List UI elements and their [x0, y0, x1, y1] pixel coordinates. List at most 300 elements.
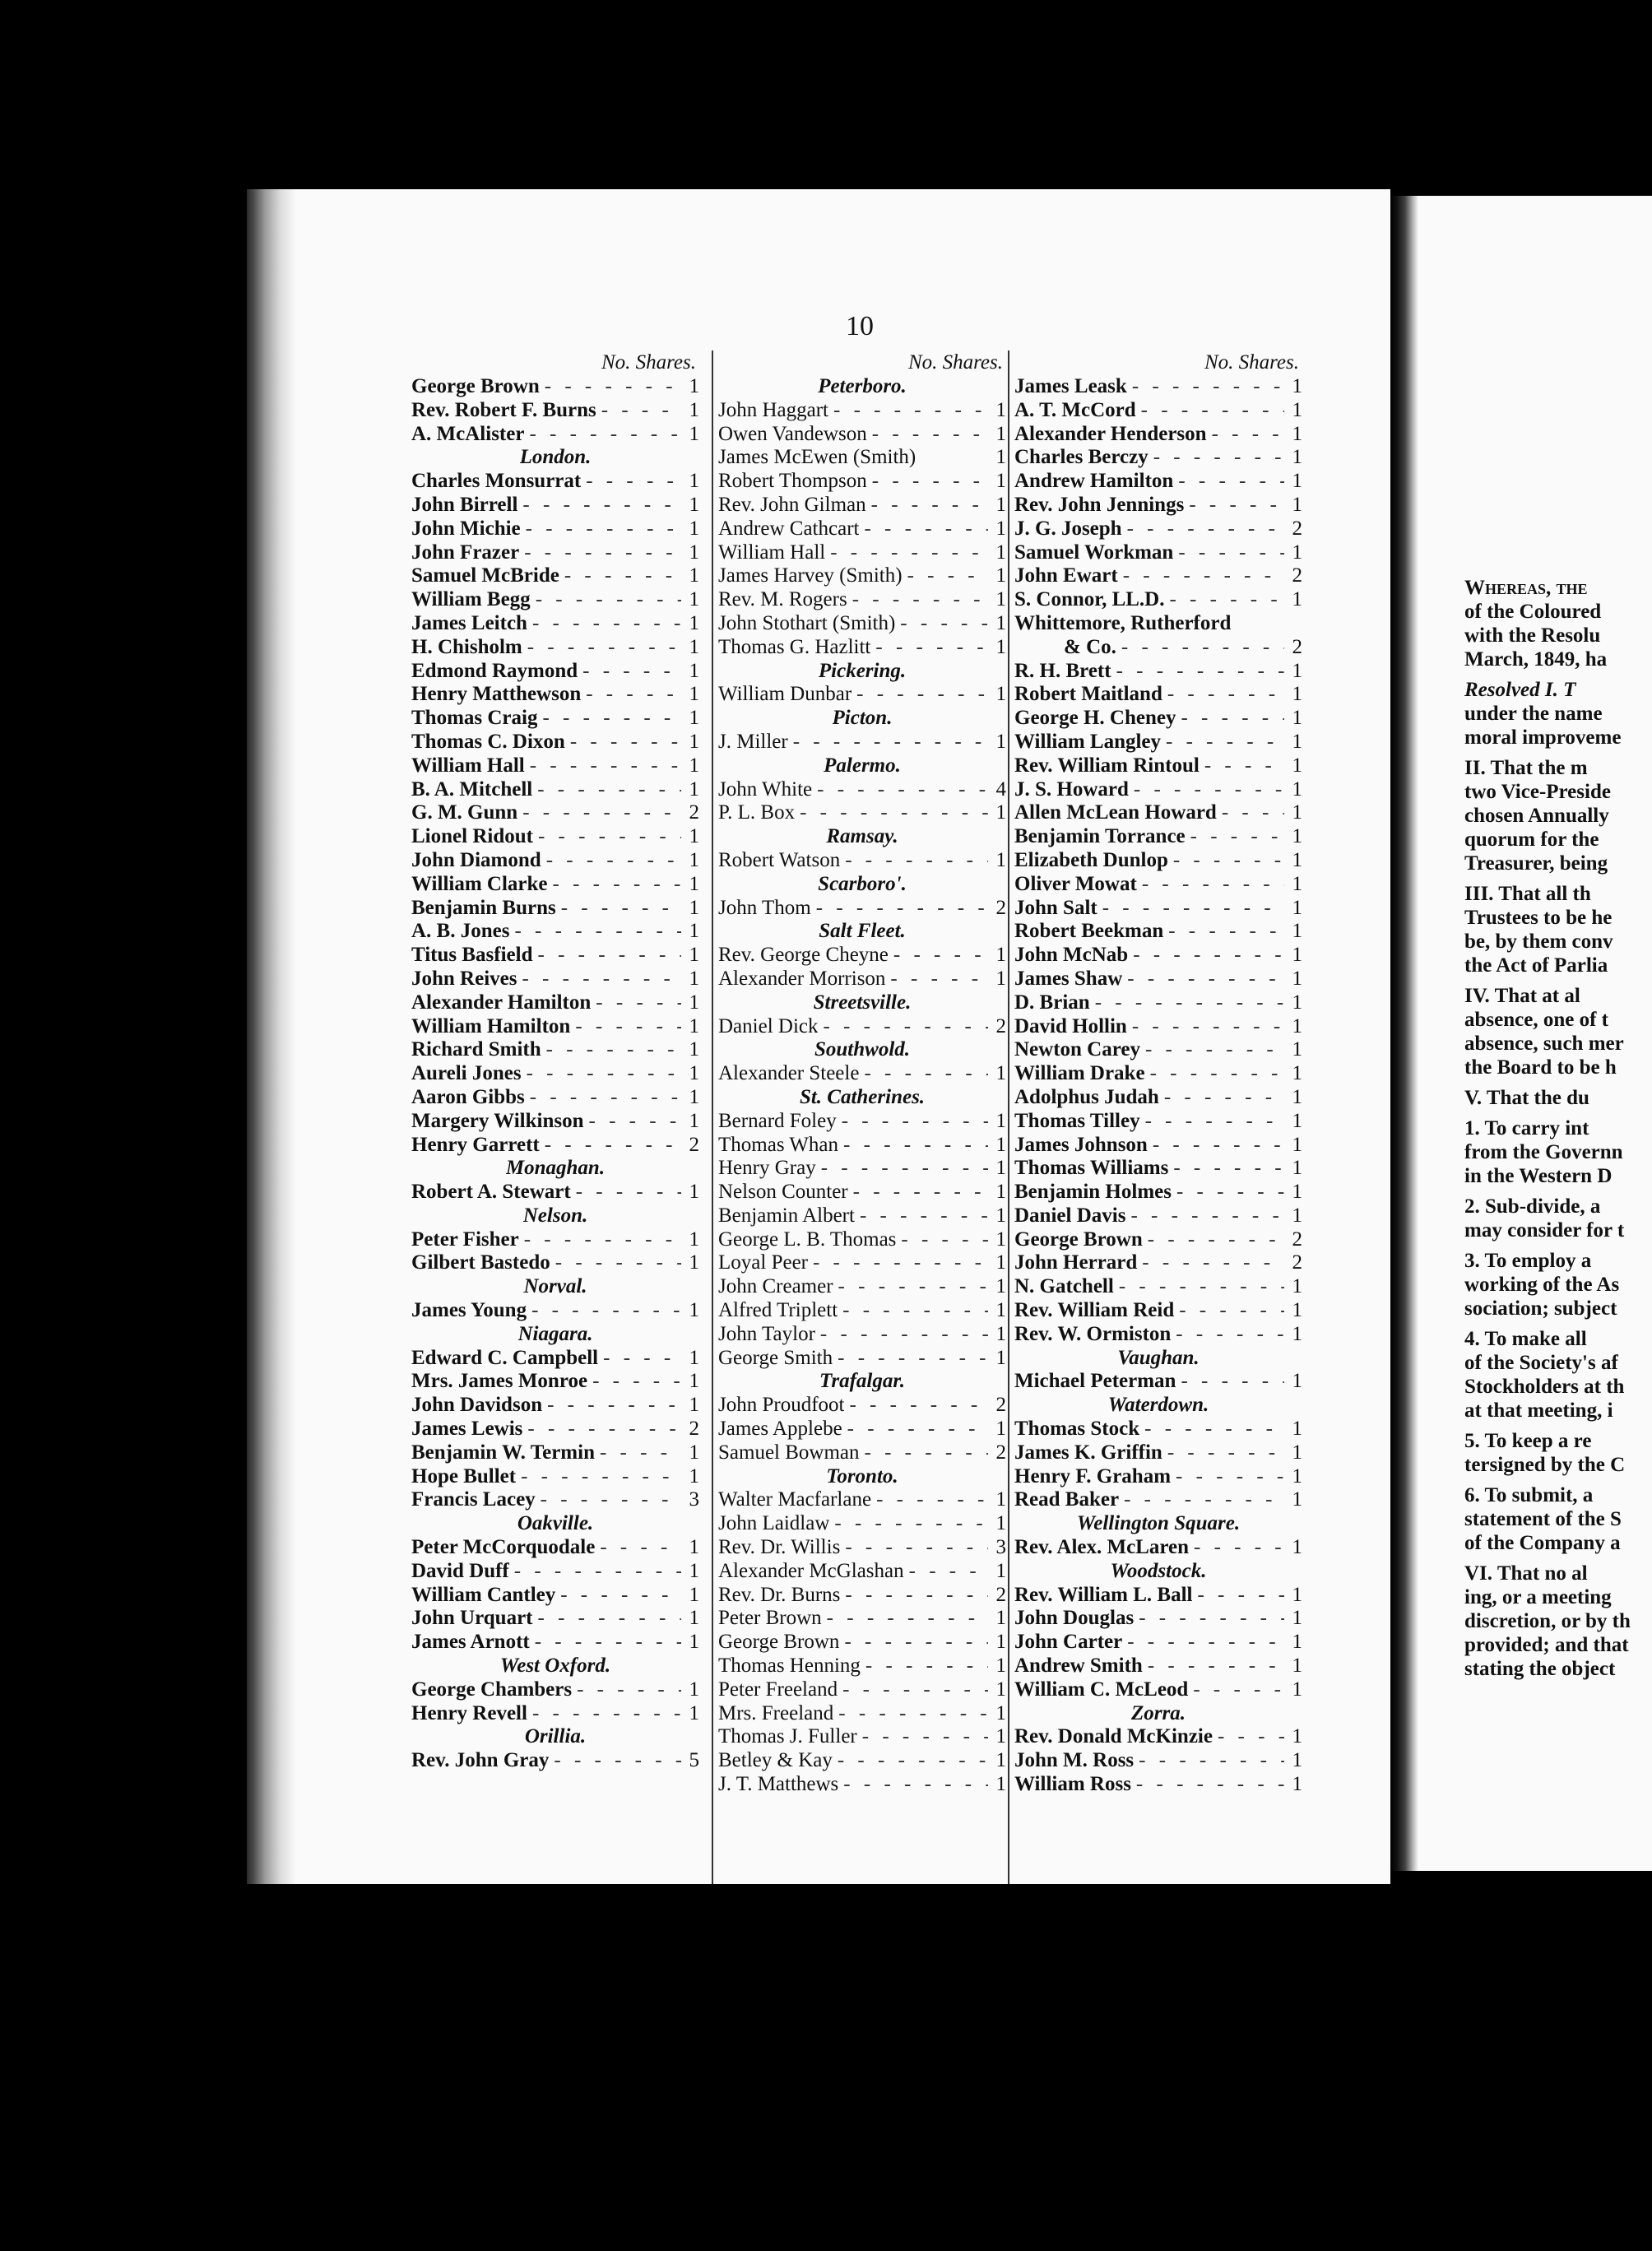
leader-dashes: [1192, 1584, 1284, 1608]
shareholder-row: [718, 778, 1006, 802]
shareholder-row: [411, 1228, 699, 1252]
shareholder-row: [718, 801, 1006, 825]
shareholder-name: John Davidson: [411, 1394, 543, 1417]
facing-text-line: [1464, 1531, 1652, 1555]
shareholder-name: Allen McLean Howard: [1014, 801, 1217, 824]
shareholder-name: Rev. George Cheyne: [718, 944, 889, 967]
leader-dashes: [591, 991, 681, 1015]
shareholder-name: Thomas Stock: [1014, 1418, 1140, 1441]
share-count: 1: [689, 1394, 699, 1417]
shareholder-name: James Lewis: [411, 1418, 523, 1441]
share-count: 1: [995, 422, 1006, 445]
facing-text-fragment: provided; and that: [1464, 1634, 1629, 1656]
share-count: 1: [1292, 1536, 1302, 1559]
share-count: 1: [1292, 848, 1302, 871]
share-count: 2: [995, 1441, 1006, 1464]
shareholder-name: Thomas Craig: [411, 707, 538, 730]
facing-text-line: [1464, 1297, 1652, 1320]
share-count: 1: [689, 1014, 699, 1037]
facing-text-fragment: discretion, or by th: [1464, 1610, 1631, 1632]
shareholder-row: [1014, 541, 1302, 565]
facing-text-fragment: 1. To carry int: [1464, 1117, 1589, 1139]
leader-dashes: [1122, 1631, 1284, 1655]
share-count: 1: [689, 730, 699, 753]
shareholder-name: Daniel Dick: [718, 1014, 819, 1037]
shareholder-name: James Leask: [1014, 375, 1127, 397]
shareholder-name: George Brown: [411, 375, 540, 397]
facing-text-fragment: from the Governn: [1464, 1141, 1623, 1163]
shareholder-row: [411, 707, 699, 731]
leader-dashes: [1173, 470, 1284, 494]
column-header: No. Shares.: [1204, 351, 1299, 374]
share-count: 1: [689, 564, 699, 587]
share-count: 1: [689, 848, 699, 871]
leader-dashes: [833, 1347, 988, 1371]
share-count: 1: [689, 1085, 699, 1108]
shareholder-row: [718, 683, 1006, 707]
shareholder-row: [718, 1181, 1006, 1204]
facing-text-line: [1464, 1086, 1652, 1110]
share-count: 1: [995, 1346, 1006, 1369]
share-count: 1: [1292, 1725, 1302, 1748]
shareholder-row: [1014, 1370, 1302, 1394]
leader-dashes: [595, 1441, 681, 1465]
shareholder-row: [718, 564, 1006, 588]
shareholder-row: [411, 494, 699, 517]
shareholder-name: Francis Lacey: [411, 1488, 536, 1511]
share-count: 1: [995, 493, 1006, 516]
shareholder-name: Thomas Whan: [718, 1133, 839, 1156]
shareholder-row: [718, 1299, 1006, 1323]
leader-dashes: [838, 1773, 988, 1797]
shareholder-name: Charles Monsurrat: [411, 470, 582, 493]
shareholder-name: D. Brian: [1014, 991, 1090, 1014]
leader-dashes: [1122, 968, 1284, 991]
shareholder-name: H. Chisholm: [411, 635, 522, 658]
facing-text-fragment: statement of the S: [1464, 1508, 1622, 1530]
share-count: 1: [689, 541, 699, 564]
facing-text-fragment: 2. Sub-divide, a: [1464, 1195, 1601, 1218]
shareholder-name: John Reives: [411, 967, 517, 990]
share-count: 1: [1292, 1655, 1302, 1678]
share-count: 1: [689, 1607, 699, 1630]
share-count: 1: [689, 1251, 699, 1274]
leader-dashes: [795, 801, 988, 825]
shareholder-name: Rev. John Gray: [411, 1749, 550, 1772]
shareholder-name: Richard Smith: [411, 1038, 541, 1061]
leader-dashes: [521, 517, 681, 541]
shareholder-name: Margery Wilkinson: [411, 1109, 584, 1132]
shareholder-row: [1014, 1536, 1302, 1560]
shareholder-name: Robert Thompson: [718, 470, 867, 493]
share-count: 1: [995, 1701, 1006, 1724]
leader-dashes: [1217, 801, 1284, 825]
shareholder-name: John Douglas: [1014, 1607, 1135, 1630]
shareholder-row: [1014, 897, 1302, 921]
leader-dashes: [808, 1251, 988, 1275]
shareholder-row: [718, 968, 1006, 991]
leader-dashes: [1168, 1157, 1284, 1181]
facing-text-line: [1464, 1657, 1652, 1681]
share-count: 1: [689, 896, 699, 919]
shareholder-row: [1014, 636, 1302, 660]
leader-dashes: [581, 470, 681, 494]
share-count: 1: [1292, 967, 1302, 990]
leader-dashes: [840, 1536, 988, 1560]
facing-text-line: [1464, 804, 1652, 828]
shareholder-name: Rev. Dr. Burns: [718, 1583, 841, 1606]
shareholder-name: Read Baker: [1014, 1488, 1120, 1511]
shareholder-row: [411, 1062, 699, 1086]
share-count: 1: [995, 1607, 1006, 1630]
shareholder-name: John McNab: [1014, 944, 1129, 967]
shareholder-name: James Young: [411, 1299, 527, 1322]
shareholder-row: [718, 1655, 1006, 1678]
shareholder-row: [1014, 968, 1302, 991]
leader-dashes: [527, 1299, 681, 1323]
leader-dashes: [1116, 636, 1284, 660]
leader-dashes: [540, 1134, 681, 1158]
share-count: 1: [995, 1157, 1006, 1180]
shareholder-name: Rev. John Jennings: [1014, 493, 1185, 516]
share-count: 1: [995, 1559, 1006, 1582]
share-count: 1: [1292, 1322, 1302, 1345]
share-count: 1: [689, 777, 699, 801]
leader-dashes: [1136, 399, 1284, 423]
place-heading: [718, 920, 1006, 944]
leader-dashes: [1159, 1086, 1284, 1110]
share-count: 1: [995, 398, 1006, 421]
facing-text-fragment: absence, such mer: [1464, 1033, 1624, 1055]
shareholder-name: Henry Matthewson: [411, 683, 582, 706]
leader-dashes: [542, 1394, 681, 1418]
shareholder-row: [1014, 849, 1302, 873]
share-count: 1: [995, 446, 1006, 469]
share-count: 1: [1292, 1464, 1302, 1488]
shareholder-name: John Diamond: [411, 848, 541, 871]
leader-dashes: [541, 849, 681, 873]
place-heading-text: Monaghan.: [505, 1157, 606, 1180]
share-count: 1: [995, 1299, 1006, 1322]
share-count: 1: [689, 825, 699, 848]
share-count: 3: [995, 1536, 1006, 1559]
share-count: 1: [1292, 1418, 1302, 1441]
shareholder-name: John Ewart: [1014, 564, 1118, 587]
share-count: 1: [995, 588, 1006, 611]
shareholder-name: John Creamer: [718, 1275, 833, 1298]
share-count: 1: [1292, 1204, 1302, 1227]
share-count: 1: [1292, 375, 1302, 397]
shareholder-row: [1014, 825, 1302, 849]
shareholder-row: [718, 1512, 1006, 1536]
shareholder-row: [411, 849, 699, 873]
shareholder-column-1: [411, 350, 699, 1773]
leader-dashes: [859, 1062, 988, 1086]
share-count: 1: [995, 1749, 1006, 1772]
leader-dashes: [903, 564, 988, 588]
shareholder-name: Edmond Raymond: [411, 659, 578, 682]
facing-text-line: [1464, 930, 1652, 954]
shareholder-name: John Laidlaw: [718, 1512, 830, 1535]
leader-dashes: [1129, 778, 1284, 802]
shareholder-row: [411, 1015, 699, 1039]
shareholder-name: James K. Griffin: [1014, 1441, 1162, 1464]
place-heading-text: Southwold.: [814, 1038, 911, 1061]
leader-dashes: [522, 1418, 681, 1441]
leader-dashes: [870, 636, 988, 660]
place-heading: [411, 1275, 699, 1299]
facing-text-fragment: IV. That at al: [1464, 985, 1580, 1007]
shareholder-name: John Proudfoot: [718, 1394, 845, 1417]
shareholder-row: [1014, 1181, 1302, 1204]
share-count: 1: [1292, 541, 1302, 564]
facing-text-line: [1464, 1453, 1652, 1477]
facing-text-line: [1464, 828, 1652, 852]
leader-dashes: [855, 1204, 988, 1228]
leader-dashes: [540, 375, 681, 399]
shareholder-name: Rev. Alex. McLaren: [1014, 1536, 1189, 1559]
shareholder-name: John Stothart (Smith): [718, 611, 896, 634]
leader-dashes: [1127, 375, 1284, 399]
shareholder-row: [718, 897, 1006, 921]
facing-text-line: [1464, 954, 1652, 977]
share-count: 1: [995, 564, 1006, 587]
shareholder-row: [1014, 375, 1302, 399]
shareholder-name: G. M. Gunn: [411, 801, 518, 824]
shareholder-row: [1014, 1441, 1302, 1465]
facing-text-fragment: Whereas, the: [1464, 577, 1588, 599]
leader-dashes: [1111, 660, 1284, 684]
leader-dashes: [1145, 1062, 1284, 1086]
place-heading-text: Zorra.: [1131, 1701, 1186, 1724]
share-count: 1: [1292, 1678, 1302, 1701]
shareholder-row: [1014, 754, 1302, 778]
place-heading: [411, 1725, 699, 1749]
leader-dashes: [541, 1038, 681, 1062]
shareholder-name: Peter Fisher: [411, 1228, 519, 1251]
leader-dashes: [1148, 1134, 1284, 1158]
place-heading-text: Trafalgar.: [819, 1370, 905, 1393]
shareholder-name: A. B. Jones: [411, 920, 510, 943]
facing-text-line: [1464, 1585, 1652, 1609]
facing-text-line: [1464, 1116, 1652, 1140]
shareholder-name: Michael Peterman: [1014, 1370, 1176, 1393]
leader-dashes: [1125, 1204, 1284, 1228]
place-heading: [718, 1370, 1006, 1394]
shareholder-row: [411, 1702, 699, 1726]
shareholder-name: John Thom: [718, 896, 811, 919]
leader-dashes: [812, 778, 988, 802]
share-count: 1: [1292, 1441, 1302, 1464]
facing-text-fragment: II. That the m: [1464, 757, 1588, 779]
facing-text-fragment: the Act of Parlia: [1464, 954, 1608, 977]
shareholder-row: [718, 1631, 1006, 1655]
place-heading: [718, 375, 1006, 399]
shareholder-row: [1014, 1725, 1302, 1749]
share-count: 1: [1292, 920, 1302, 943]
place-heading-text: Scarboro'.: [818, 872, 907, 895]
leader-dashes: [895, 612, 988, 636]
place-heading: [718, 825, 1006, 849]
shareholder-name: Thomas J. Fuller: [718, 1725, 857, 1748]
share-count: 2: [995, 896, 1006, 919]
place-heading-text: Norval.: [523, 1275, 587, 1298]
facing-text-line: [1464, 1249, 1652, 1273]
shareholder-row: [718, 1584, 1006, 1608]
shareholder-row: [718, 1773, 1006, 1797]
facing-text-fragment: two Vice-Preside: [1464, 781, 1611, 803]
column-header: No. Shares.: [907, 351, 1003, 374]
shareholder-row: [411, 1418, 699, 1441]
shareholder-row: [411, 1370, 699, 1394]
facing-text-fragment: 5. To keep a re: [1464, 1430, 1592, 1452]
leader-dashes: [570, 1015, 681, 1039]
leader-dashes: [859, 517, 988, 541]
share-count: 1: [995, 1512, 1006, 1535]
facing-text-fragment: Trustees to be he: [1464, 907, 1613, 929]
shareholder-name: George Smith: [718, 1346, 833, 1369]
shareholder-name: Mrs. James Monroe: [411, 1370, 588, 1393]
leader-dashes: [829, 1512, 988, 1536]
share-count: 1: [1292, 1773, 1302, 1796]
place-heading-text: Nelson.: [522, 1204, 588, 1227]
leader-dashes: [1207, 423, 1284, 447]
shareholder-row: [1014, 1584, 1302, 1608]
shareholder-name: Rev. W. Ormiston: [1014, 1322, 1172, 1345]
place-heading-text: Toronto.: [826, 1464, 898, 1488]
shareholder-name: Alexander Steele: [718, 1062, 860, 1085]
shareholder-name: Rev. M. Rogers: [718, 588, 847, 611]
place-heading-text: Streetsville.: [813, 991, 912, 1014]
share-count: 2: [995, 1583, 1006, 1606]
leader-dashes: [837, 1110, 988, 1134]
shareholder-row: [411, 778, 699, 802]
share-count: 1: [689, 1631, 699, 1654]
shareholder-row: [411, 636, 699, 660]
facing-page-text: [1464, 576, 1652, 1681]
shareholder-name: Thomas C. Dixon: [411, 730, 565, 753]
place-heading-text: Salt Fleet.: [819, 920, 906, 943]
shareholder-name: William Langley: [1014, 730, 1162, 753]
leader-dashes: [1140, 1110, 1284, 1134]
leader-dashes: [555, 1584, 681, 1608]
shareholder-row: [411, 920, 699, 944]
facing-text-line: [1464, 1562, 1652, 1585]
place-heading: [1014, 1347, 1302, 1371]
shareholder-row: [411, 517, 699, 541]
share-count: 1: [1292, 1631, 1302, 1654]
leader-dashes: [811, 897, 988, 921]
leader-dashes: [1134, 1749, 1284, 1773]
shareholder-row: [718, 588, 1006, 612]
facing-text-fragment: of the Coloured: [1464, 601, 1602, 623]
shareholder-row: [718, 1134, 1006, 1158]
shareholder-name: John M. Ross: [1014, 1749, 1135, 1772]
leader-dashes: [825, 541, 988, 565]
shareholder-name: A. McAlister: [411, 422, 525, 445]
shareholder-row: [1014, 1038, 1302, 1062]
shareholder-name: Gilbert Bastedo: [411, 1251, 550, 1274]
leader-dashes: [1118, 564, 1284, 588]
leader-dashes: [860, 1441, 988, 1465]
leader-dashes: [1161, 731, 1284, 754]
shareholder-row: [718, 1347, 1006, 1371]
shareholder-name: Samuel McBride: [411, 564, 559, 587]
shareholder-row: [1014, 801, 1302, 825]
shareholder-row: [411, 1749, 699, 1773]
share-count: 2: [1292, 1228, 1302, 1251]
shareholder-name: Loyal Peer: [718, 1251, 808, 1274]
share-count: 1: [689, 1370, 699, 1393]
shareholder-name: J. S. Howard: [1014, 777, 1129, 801]
shareholder-row: [1014, 1631, 1302, 1655]
shareholder-name: Benjamin Torrance: [1014, 825, 1186, 848]
share-count: 1: [995, 848, 1006, 871]
shareholder-row: [718, 612, 1006, 636]
share-count: 1: [1292, 825, 1302, 848]
leader-dashes: [1174, 1299, 1284, 1323]
shareholder-row: [411, 1251, 699, 1275]
leader-dashes: [833, 1749, 988, 1773]
facing-text-line: [1464, 576, 1652, 600]
shareholder-row: [718, 731, 1006, 754]
share-count: 1: [1292, 1370, 1302, 1393]
leader-dashes: [861, 1655, 988, 1678]
place-heading: [718, 1465, 1006, 1489]
facing-text-line: [1464, 1507, 1652, 1531]
shareholder-row: [1014, 612, 1302, 636]
shareholder-name: Robert Watson: [718, 848, 841, 871]
leader-dashes: [549, 1749, 681, 1773]
shareholder-name: George Brown: [1014, 1228, 1143, 1251]
shareholder-row: [718, 1488, 1006, 1512]
leader-dashes: [848, 1181, 988, 1204]
shareholder-name: John Birrell: [411, 493, 518, 516]
shareholder-row: [411, 1441, 699, 1465]
shareholder-name: William Drake: [1014, 1062, 1145, 1085]
shareholder-name: Rev. Dr. Willis: [718, 1536, 841, 1559]
shareholder-row: [1014, 1204, 1302, 1228]
facing-text-fragment: absence, one of t: [1464, 1009, 1608, 1031]
share-count: 2: [1292, 564, 1302, 587]
shareholder-row: [1014, 1465, 1302, 1489]
shareholder-row: [411, 1678, 699, 1702]
shareholder-row: [1014, 707, 1302, 731]
shareholder-name: Newton Carey: [1014, 1038, 1140, 1061]
shareholder-row: [411, 801, 699, 825]
shareholder-row: [718, 944, 1006, 968]
shareholder-name: Benjamin W. Termin: [411, 1441, 595, 1464]
share-count: 1: [689, 1038, 699, 1061]
shareholder-name: Alexander Hamilton: [411, 991, 592, 1014]
shareholder-name: Mrs. Freeland: [718, 1701, 834, 1724]
place-heading-text: West Oxford.: [499, 1655, 611, 1678]
shareholder-row: [1014, 470, 1302, 494]
share-count: 1: [1292, 1181, 1302, 1204]
shareholder-row: [718, 1441, 1006, 1465]
share-count: 1: [689, 1109, 699, 1132]
share-count: 1: [1292, 730, 1302, 753]
place-heading: [718, 660, 1006, 684]
leader-dashes: [885, 968, 988, 991]
facing-text-line: [1464, 1273, 1652, 1297]
facing-text-fragment: 6. To submit, a: [1464, 1484, 1594, 1506]
shareholder-row: [1014, 517, 1302, 541]
share-count: 1: [1292, 777, 1302, 801]
shareholder-row: [411, 1394, 699, 1418]
shareholder-row: [411, 1299, 699, 1323]
leader-dashes: [519, 1228, 681, 1252]
